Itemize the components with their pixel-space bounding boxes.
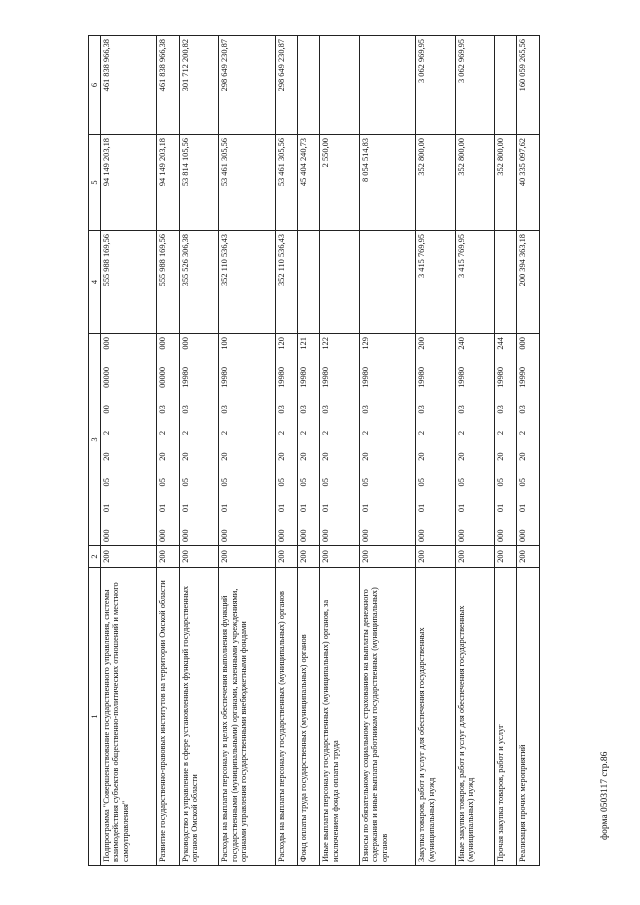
code-segment: 240 (456, 337, 466, 350)
row-col4-amount (495, 231, 517, 334)
table-row (179, 36, 218, 866)
row-classification-code-cell (495, 334, 517, 546)
table-body (101, 36, 540, 866)
row-col4-amount: 355 526 306,38 (179, 231, 218, 334)
row-col6-amount: 461 838 966,38 (157, 36, 179, 135)
row-col6-amount: 160 059 265,56 (517, 36, 540, 135)
table-row (298, 36, 320, 866)
table-row (517, 36, 540, 866)
row-col6-amount: 461 838 966,38 (101, 36, 157, 135)
code-segment: 000 (496, 529, 506, 542)
code-segment: 05 (456, 478, 466, 487)
classification-code (158, 337, 167, 542)
code-segment: 2 (360, 430, 370, 436)
code-segment: 129 (360, 337, 370, 350)
row-col5-amount: 352 800,00 (416, 135, 455, 231)
header-cell: 4 (89, 231, 101, 334)
row-col6-amount: 301 712 200,82 (179, 36, 218, 135)
header-cell: 2 (89, 546, 101, 568)
classification-code (299, 337, 308, 542)
code-segment: 20 (360, 452, 370, 461)
code-segment: 2 (180, 430, 190, 436)
row-name-cell: Подпрограмма "Совершенствование государственного управления, системы взаимодействия субъектов общественно-политических отношений и местного самоуправления" (101, 568, 157, 866)
code-segment: 200 (417, 337, 427, 350)
row-name-cell: Руководство и управление в сфере установленных функций государственных органов Омской области (179, 568, 218, 866)
code-segment: 03 (417, 405, 427, 414)
table-row (275, 36, 297, 866)
code-segment: 000 (360, 529, 370, 542)
row-classification-code-cell (455, 334, 494, 546)
code-segment: 20 (518, 452, 528, 461)
row-col4-amount: 555 988 169,56 (101, 231, 157, 334)
row-col5-amount: 45 404 240,73 (298, 135, 320, 231)
row-col6-amount (320, 36, 359, 135)
row-classification-code-cell (157, 334, 179, 546)
row-col5-amount: 94 149 203,18 (101, 135, 157, 231)
row-col6-amount (298, 36, 320, 135)
code-segment: 000 (180, 529, 190, 542)
code-segment: 2 (456, 430, 466, 436)
code-segment: 000 (158, 337, 168, 350)
row-line-code-cell: 200 (495, 546, 517, 568)
table-row (416, 36, 455, 866)
code-segment: 00000 (158, 366, 168, 388)
code-segment: 2 (518, 430, 528, 436)
code-segment: 19980 (321, 366, 331, 388)
code-segment: 05 (220, 478, 230, 487)
header-cell: 3 (89, 334, 101, 546)
code-segment: 00000 (102, 366, 111, 388)
code-segment: 000 (158, 529, 168, 542)
row-col5-amount: 53 461 305,56 (219, 135, 275, 231)
code-segment: 20 (220, 452, 230, 461)
classification-code (417, 337, 426, 542)
row-name-cell: Прочая закупка товаров, работ и услуг (495, 568, 517, 866)
code-segment: 122 (321, 337, 331, 350)
row-col6-amount (495, 36, 517, 135)
row-line-code-cell: 200 (517, 546, 540, 568)
row-classification-code-cell (298, 334, 320, 546)
code-segment: 000 (299, 529, 309, 542)
row-col5-amount: 40 335 097,62 (517, 135, 540, 231)
row-name-cell: Иные закупки товаров, работ и услуг для обеспечения государственных (муниципальных) нужд (455, 568, 494, 866)
table-row (320, 36, 359, 866)
code-segment: 01 (360, 503, 370, 513)
row-line-code-cell: 200 (219, 546, 275, 568)
code-segment: 000 (220, 529, 230, 542)
row-col6-amount: 3 062 969,95 (416, 36, 455, 135)
code-segment: 03 (456, 405, 466, 414)
row-col6-amount: 3 062 969,95 (455, 36, 494, 135)
code-segment: 2 (102, 430, 111, 436)
row-name-cell: Развитие государственно-правовых институтов на территории Омской области (157, 568, 179, 866)
code-segment: 244 (496, 337, 506, 350)
row-col6-amount: 298 649 230,87 (219, 36, 275, 135)
row-col5-amount: 53 814 105,56 (179, 135, 218, 231)
code-segment: 01 (158, 503, 168, 513)
row-name-cell: Взносы по обязательному социальному страхованию на выплаты денежного содержания и иные выплаты работникам государственных (муниципальных) органов (359, 568, 415, 866)
code-segment: 00 (102, 405, 111, 414)
row-classification-code-cell (275, 334, 297, 546)
header-row (89, 36, 101, 866)
row-col4-amount (320, 231, 359, 334)
table-row (455, 36, 494, 866)
code-segment: 000 (321, 529, 331, 542)
code-segment: 05 (360, 478, 370, 487)
code-segment: 01 (180, 503, 190, 513)
table-row (219, 36, 275, 866)
row-col4-amount: 352 110 536,43 (219, 231, 275, 334)
row-line-code-cell: 200 (359, 546, 415, 568)
row-col4-amount: 3 415 769,95 (416, 231, 455, 334)
code-segment: 19980 (220, 366, 230, 388)
row-name-cell: Реализация прочих мероприятий (517, 568, 540, 866)
code-segment: 19980 (417, 366, 427, 388)
row-classification-code-cell (179, 334, 218, 546)
code-segment: 000 (417, 529, 427, 542)
row-name-cell: Расходы на выплаты персоналу в целях обеспечения выполнения функций государственными (муниципальными) органами, казенными учреждениями, органами управления государственными внебюджетными фондами (219, 568, 275, 866)
classification-code (321, 337, 330, 542)
form-label-text: форма 0503117 стр.86 (600, 751, 610, 840)
row-classification-code-cell (320, 334, 359, 546)
code-segment: 2 (158, 430, 168, 436)
code-segment: 20 (321, 452, 331, 461)
row-col4-amount: 200 394 363,18 (517, 231, 540, 334)
code-segment: 03 (158, 405, 168, 414)
code-segment: 100 (220, 337, 230, 350)
code-segment: 01 (321, 503, 331, 513)
code-segment: 2 (417, 430, 427, 436)
row-name-cell: Закупка товаров, работ и услуг для обеспечения государственных (муниципальных) нужд (416, 568, 455, 866)
row-line-code-cell: 200 (101, 546, 157, 568)
code-segment: 03 (299, 405, 309, 414)
code-segment: 2 (220, 430, 230, 436)
classification-code (102, 337, 111, 542)
code-segment: 20 (417, 452, 427, 461)
row-line-code-cell: 200 (455, 546, 494, 568)
code-segment: 20 (456, 452, 466, 461)
header-cell: 5 (89, 135, 101, 231)
table-row (495, 36, 517, 866)
rotated-page (88, 36, 540, 866)
code-segment: 20 (496, 452, 506, 461)
code-segment: 01 (102, 503, 111, 513)
code-segment: 01 (276, 503, 286, 513)
code-segment: 05 (496, 478, 506, 487)
code-segment: 20 (158, 452, 168, 461)
code-segment: 20 (299, 452, 309, 461)
row-col4-amount (298, 231, 320, 334)
row-col6-amount (359, 36, 415, 135)
row-col5-amount: 352 800,00 (495, 135, 517, 231)
code-segment: 19980 (180, 366, 190, 388)
row-name-cell: Фонд оплаты труда государственных (муниципальных) органов (298, 568, 320, 866)
row-classification-code-cell (517, 334, 540, 546)
row-col4-amount: 352 110 536,43 (275, 231, 297, 334)
code-segment: 01 (456, 503, 466, 513)
code-segment: 000 (456, 529, 466, 542)
table-row (101, 36, 157, 866)
row-classification-code-cell (219, 334, 275, 546)
code-segment: 05 (299, 478, 309, 487)
header-cell: 1 (89, 568, 101, 866)
code-segment: 05 (276, 478, 286, 487)
row-col5-amount: 352 800,00 (455, 135, 494, 231)
row-col5-amount: 2 550,00 (320, 135, 359, 231)
code-segment: 2 (496, 430, 506, 436)
code-segment: 03 (321, 405, 331, 414)
code-segment: 03 (220, 405, 230, 414)
code-segment: 01 (496, 503, 506, 513)
row-name-cell: Расходы на выплаты персоналу государственных (муниципальных) органов (275, 568, 297, 866)
code-segment: 03 (276, 405, 286, 414)
classification-code (181, 337, 190, 542)
code-segment: 01 (220, 503, 230, 513)
code-segment: 000 (276, 529, 286, 542)
table-row (359, 36, 415, 866)
code-segment: 03 (518, 405, 528, 414)
classification-code (277, 337, 286, 542)
code-segment: 01 (299, 503, 309, 513)
classification-code (457, 337, 466, 542)
row-col5-amount: 53 461 305,56 (275, 135, 297, 231)
row-classification-code-cell (101, 334, 157, 546)
code-segment: 01 (518, 503, 528, 513)
code-segment: 03 (496, 405, 506, 414)
row-col4-amount: 555 988 169,56 (157, 231, 179, 334)
code-segment: 000 (102, 529, 111, 542)
code-segment: 121 (299, 337, 309, 350)
code-segment: 19980 (276, 366, 286, 388)
row-classification-code-cell (416, 334, 455, 546)
row-line-code-cell: 200 (275, 546, 297, 568)
code-segment: 05 (417, 478, 427, 487)
classification-code (361, 337, 370, 542)
row-col5-amount: 94 149 203,18 (157, 135, 179, 231)
row-col6-amount: 298 649 230,87 (275, 36, 297, 135)
header-cell: 6 (89, 36, 101, 135)
code-segment: 000 (518, 529, 528, 542)
row-col5-amount: 8 054 514,83 (359, 135, 415, 231)
row-line-code-cell: 200 (157, 546, 179, 568)
classification-code (220, 337, 229, 542)
code-segment: 01 (417, 503, 427, 513)
code-segment: 19980 (299, 366, 309, 388)
table-row (157, 36, 179, 866)
code-segment: 19990 (518, 366, 528, 388)
code-segment: 20 (276, 452, 286, 461)
code-segment: 05 (158, 478, 168, 487)
code-segment: 05 (102, 478, 111, 487)
row-line-code-cell: 200 (179, 546, 218, 568)
row-name-cell: Иные выплаты персоналу государственных (муниципальных) органов, за исключением фонда оплаты труда (320, 568, 359, 866)
row-line-code-cell: 200 (298, 546, 320, 568)
row-classification-code-cell (359, 334, 415, 546)
code-segment: 120 (276, 337, 286, 350)
code-segment: 20 (102, 452, 111, 461)
code-segment: 05 (321, 478, 331, 487)
code-segment: 05 (518, 478, 528, 487)
code-segment: 20 (180, 452, 190, 461)
code-segment: 03 (180, 405, 190, 414)
code-segment: 19980 (456, 366, 466, 388)
code-segment: 2 (276, 430, 286, 436)
code-segment: 000 (518, 337, 528, 350)
code-segment: 000 (102, 337, 111, 350)
code-segment: 05 (180, 478, 190, 487)
code-segment: 19980 (496, 366, 506, 388)
row-line-code-cell: 200 (320, 546, 359, 568)
classification-code (518, 337, 527, 542)
row-line-code-cell: 200 (416, 546, 455, 568)
code-segment: 19980 (360, 366, 370, 388)
code-segment: 2 (299, 430, 309, 436)
report-table (88, 35, 540, 866)
classification-code (496, 337, 505, 542)
row-col4-amount: 3 415 769,95 (455, 231, 494, 334)
code-segment: 03 (360, 405, 370, 414)
code-segment: 2 (321, 430, 331, 436)
code-segment: 000 (180, 337, 190, 350)
row-col4-amount (359, 231, 415, 334)
